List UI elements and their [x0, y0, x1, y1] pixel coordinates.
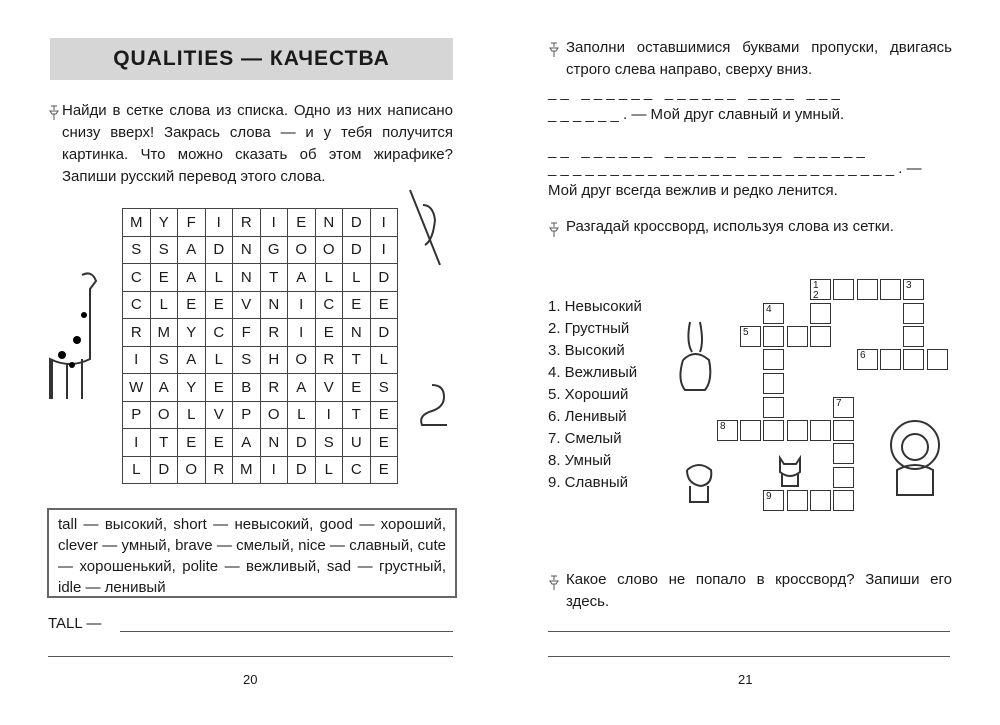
grid-cell[interactable]: M	[150, 319, 178, 347]
clue-item: 4. Вежливый	[548, 364, 638, 381]
grid-cell[interactable]: R	[233, 209, 261, 237]
grid-cell[interactable]: T	[150, 429, 178, 457]
crossword-cell[interactable]	[857, 279, 878, 300]
wordsearch-instruction: Найди в сетке слова из списка. Одно из них написано снизу вверх! Закрась слова — и у тебя получится картинка. Что можно сказать об этом жирафике? Запиши русский перевод этого слова.	[62, 102, 453, 185]
crossword-cell[interactable]	[810, 326, 831, 347]
grid-cell[interactable]: N	[233, 264, 261, 292]
crossword-cell[interactable]	[740, 326, 761, 347]
pin-icon	[548, 42, 560, 58]
answer-label: TALL —	[48, 615, 102, 632]
grid-cell[interactable]: D	[343, 209, 371, 237]
crossword-cell[interactable]	[927, 349, 948, 370]
grid-cell[interactable]: I	[370, 236, 398, 264]
grid-cell[interactable]: L	[370, 346, 398, 374]
grid-cell[interactable]: V	[205, 401, 233, 429]
crossword-cell[interactable]	[880, 279, 901, 300]
crossword-cell[interactable]	[903, 326, 924, 347]
grid-cell[interactable]: I	[288, 291, 316, 319]
pin-icon	[548, 222, 560, 238]
grid-cell[interactable]: N	[315, 209, 343, 237]
clue-number: 5	[743, 327, 749, 338]
grid-cell[interactable]: R	[123, 319, 151, 347]
grid-cell[interactable]: N	[260, 291, 288, 319]
grid-cell[interactable]: S	[233, 346, 261, 374]
page-number: 21	[738, 672, 753, 687]
clue-number: 1	[813, 280, 819, 291]
pin-icon	[48, 105, 60, 121]
crossword-cell[interactable]	[717, 420, 738, 441]
blank-line-3[interactable]: _ _ _ _ _ _ _ _ _ _ _ _ _ _ _ _ _ _ _ _ _ _ _	[548, 142, 865, 159]
crossword-cell[interactable]	[810, 420, 831, 441]
grid-cell[interactable]: V	[233, 291, 261, 319]
grid-cell[interactable]: D	[205, 236, 233, 264]
clue-number: 3	[906, 280, 912, 291]
sloth-illustration	[405, 185, 445, 270]
grid-cell[interactable]: L	[288, 401, 316, 429]
grid-cell[interactable]: A	[233, 429, 261, 457]
grid-cell[interactable]: L	[315, 456, 343, 484]
grid-cell[interactable]: E	[343, 374, 371, 402]
grid-cell[interactable]: R	[315, 346, 343, 374]
grid-cell[interactable]: C	[315, 291, 343, 319]
grid-cell[interactable]: S	[150, 236, 178, 264]
grid-cell[interactable]: F	[233, 319, 261, 347]
grid-cell[interactable]: S	[370, 374, 398, 402]
crossword-cell[interactable]	[787, 490, 808, 511]
grid-cell[interactable]: I	[260, 456, 288, 484]
grid-cell[interactable]: E	[370, 429, 398, 457]
vocabulary-box: tall — высокий, short — невысокий, good — хороший, clever — умный, brave — смелый, nice — славный, cute — хорошенький, polite — вежливый, sad — грустный, idle — ленивый	[47, 508, 457, 598]
grid-cell[interactable]: A	[288, 264, 316, 292]
grid-cell[interactable]: C	[205, 319, 233, 347]
grid-cell[interactable]: L	[123, 456, 151, 484]
grid-cell[interactable]: A	[288, 374, 316, 402]
grid-cell[interactable]: I	[123, 429, 151, 457]
grid-cell[interactable]: L	[205, 264, 233, 292]
grid-cell[interactable]: O	[178, 456, 206, 484]
crossword-cell[interactable]	[903, 349, 924, 370]
grid-cell[interactable]: B	[233, 374, 261, 402]
crossword-cell[interactable]	[857, 349, 878, 370]
clue-item: 1. Невысокий	[548, 298, 642, 315]
grid-cell[interactable]: T	[343, 401, 371, 429]
giraffe-illustration	[22, 265, 102, 425]
clue-item: 3. Высокий	[548, 342, 625, 359]
grid-cell[interactable]: L	[150, 291, 178, 319]
grid-cell[interactable]: S	[123, 236, 151, 264]
clue-item: 8. Умный	[548, 452, 612, 469]
crossword-cell[interactable]	[787, 420, 808, 441]
grid-cell[interactable]: N	[343, 319, 371, 347]
grid-cell[interactable]: E	[343, 291, 371, 319]
snake-illustration	[412, 380, 452, 430]
answer-line-2[interactable]	[48, 656, 453, 657]
clue-number: 7	[836, 398, 842, 409]
grid-cell[interactable]: A	[150, 374, 178, 402]
grid-cell[interactable]: E	[370, 456, 398, 484]
crossword-cell[interactable]	[810, 303, 831, 324]
grid-cell[interactable]: W	[123, 374, 151, 402]
grid-cell[interactable]: E	[205, 374, 233, 402]
grid-row	[123, 264, 398, 292]
grid-cell[interactable]: E	[288, 209, 316, 237]
grid-cell[interactable]: I	[370, 209, 398, 237]
crossword-cell[interactable]	[903, 279, 924, 300]
crossword-cell[interactable]	[833, 397, 854, 418]
grid-cell[interactable]: T	[343, 346, 371, 374]
sentence-2: Мой друг всегда вежлив и редко ленится.	[548, 182, 838, 199]
grid-cell[interactable]: I	[315, 401, 343, 429]
grid-cell[interactable]: H	[260, 346, 288, 374]
clue-item: 7. Смелый	[548, 430, 622, 447]
grid-row	[123, 346, 398, 374]
grid-cell[interactable]: I	[260, 209, 288, 237]
crossword-cell[interactable]	[740, 420, 761, 441]
fill-instruction: Заполни оставшимися буквами пропуски, двигаясь строго слева направо, сверху вниз.	[566, 39, 952, 78]
grid-row	[123, 236, 398, 264]
crossword-cell[interactable]	[833, 490, 854, 511]
grid-cell[interactable]: C	[123, 264, 151, 292]
grid-cell[interactable]: O	[150, 401, 178, 429]
grid-cell[interactable]: R	[260, 319, 288, 347]
grid-row	[123, 319, 398, 347]
grid-cell[interactable]: P	[123, 401, 151, 429]
clue-item: 2. Грустный	[548, 320, 630, 337]
crossword-cell[interactable]	[763, 326, 784, 347]
crossword-cell[interactable]	[903, 303, 924, 324]
grid-row	[123, 374, 398, 402]
crossword-cell[interactable]	[810, 490, 831, 511]
crossword-cell[interactable]	[833, 279, 854, 300]
missing-word-instruction: Какое слово не попало в кроссворд? Запиши его здесь.	[566, 571, 952, 610]
grid-cell[interactable]: D	[343, 236, 371, 264]
grid-cell[interactable]: O	[288, 346, 316, 374]
grid-cell[interactable]: A	[178, 264, 206, 292]
grid-cell[interactable]: D	[370, 264, 398, 292]
grid-cell[interactable]: Y	[178, 319, 206, 347]
grid-row	[123, 456, 398, 484]
grid-cell[interactable]: E	[205, 291, 233, 319]
grid-cell[interactable]: E	[178, 291, 206, 319]
grid-cell[interactable]: U	[343, 429, 371, 457]
grid-cell[interactable]: M	[123, 209, 151, 237]
clue-item: 9. Славный	[548, 474, 629, 491]
clue-number: 4	[766, 304, 772, 315]
grid-cell[interactable]: O	[315, 236, 343, 264]
crossword-cell[interactable]	[810, 279, 831, 300]
crossword-cell[interactable]	[880, 349, 901, 370]
grid-cell[interactable]: P	[233, 401, 261, 429]
crossword-clues	[548, 296, 642, 494]
grid-cell[interactable]: A	[178, 346, 206, 374]
blank-line-4[interactable]: _ _ _ _ _ _ _ _ _ _ _ _ _ _ _ _ _ _ _ _ _ _ _ _ _ _ _ _ . —	[548, 160, 922, 177]
crossword-cell[interactable]	[787, 326, 808, 347]
grid-cell[interactable]: Y	[150, 209, 178, 237]
grid-cell[interactable]: V	[315, 374, 343, 402]
crossword-cell[interactable]	[763, 349, 784, 370]
grid-cell[interactable]: S	[150, 346, 178, 374]
clue-number: 8	[720, 421, 726, 432]
grid-cell[interactable]: T	[260, 264, 288, 292]
crossword-cell[interactable]	[763, 373, 784, 394]
grid-row	[123, 291, 398, 319]
cat-illustration	[772, 450, 812, 490]
grid-cell[interactable]: L	[178, 401, 206, 429]
blank-line-1[interactable]: _ _ _ _ _ _ _ _ _ _ _ _ _ _ _ _ _ _ _ _ _	[548, 84, 840, 101]
grid-cell[interactable]: N	[260, 429, 288, 457]
crossword-cell[interactable]	[763, 303, 784, 324]
clue-number: 9	[766, 491, 772, 502]
page-title: QUALITIES — КАЧЕСТВА	[50, 38, 453, 80]
grid-cell[interactable]: E	[370, 401, 398, 429]
grid-cell[interactable]: F	[178, 209, 206, 237]
page-number: 20	[243, 672, 258, 687]
grid-row	[123, 401, 398, 429]
crossword-cell[interactable]	[763, 397, 784, 418]
answer-line[interactable]	[548, 631, 950, 632]
crossword-cell[interactable]	[833, 443, 854, 464]
grid-row	[123, 429, 398, 457]
grid-cell[interactable]: E	[178, 429, 206, 457]
crossword-cell[interactable]	[763, 490, 784, 511]
grid-cell[interactable]: N	[233, 236, 261, 264]
grid-cell[interactable]: E	[205, 429, 233, 457]
grid-cell[interactable]: C	[123, 291, 151, 319]
crossword-cell[interactable]	[833, 420, 854, 441]
grid-cell[interactable]: G	[260, 236, 288, 264]
grid-cell[interactable]: L	[315, 264, 343, 292]
clue-item: 5. Хороший	[548, 386, 629, 403]
dog-illustration	[682, 462, 717, 507]
grid-cell[interactable]: D	[370, 319, 398, 347]
blank-line-2[interactable]: _ _ _ _ _ _ . — Мой друг славный и умный.	[548, 106, 845, 123]
lion-illustration	[885, 415, 950, 500]
clue-number: 6	[860, 350, 866, 361]
grid-cell[interactable]: E	[315, 319, 343, 347]
grid-cell[interactable]: D	[150, 456, 178, 484]
crossword-cell[interactable]	[763, 420, 784, 441]
grid-cell[interactable]: O	[288, 236, 316, 264]
answer-line-2[interactable]	[548, 656, 950, 657]
grid-cell[interactable]: L	[343, 264, 371, 292]
grid-cell[interactable]: I	[123, 346, 151, 374]
grid-cell[interactable]: I	[288, 319, 316, 347]
grid-cell[interactable]: D	[288, 456, 316, 484]
grid-cell[interactable]: M	[233, 456, 261, 484]
grid-cell[interactable]: D	[288, 429, 316, 457]
crossword-cell[interactable]	[833, 467, 854, 488]
rabbit-illustration	[675, 320, 720, 400]
word-search-grid	[122, 208, 398, 484]
grid-cell[interactable]: A	[178, 236, 206, 264]
grid-cell[interactable]: E	[150, 264, 178, 292]
grid-cell[interactable]: R	[205, 456, 233, 484]
answer-line[interactable]	[120, 631, 453, 632]
grid-cell[interactable]: Y	[178, 374, 206, 402]
grid-cell[interactable]: S	[315, 429, 343, 457]
grid-cell[interactable]: C	[343, 456, 371, 484]
clue-item: 6. Ленивый	[548, 408, 627, 425]
pin-icon	[548, 575, 560, 591]
grid-cell[interactable]: R	[260, 374, 288, 402]
grid-cell[interactable]: I	[205, 209, 233, 237]
grid-cell[interactable]: L	[205, 346, 233, 374]
clue-number: 2	[813, 290, 819, 301]
clue-number	[813, 280, 819, 301]
crossword-instruction: Разгадай кроссворд, используя слова из сетки.	[566, 218, 894, 235]
grid-cell[interactable]: O	[260, 401, 288, 429]
grid-cell[interactable]: E	[370, 291, 398, 319]
grid-row	[123, 209, 398, 237]
